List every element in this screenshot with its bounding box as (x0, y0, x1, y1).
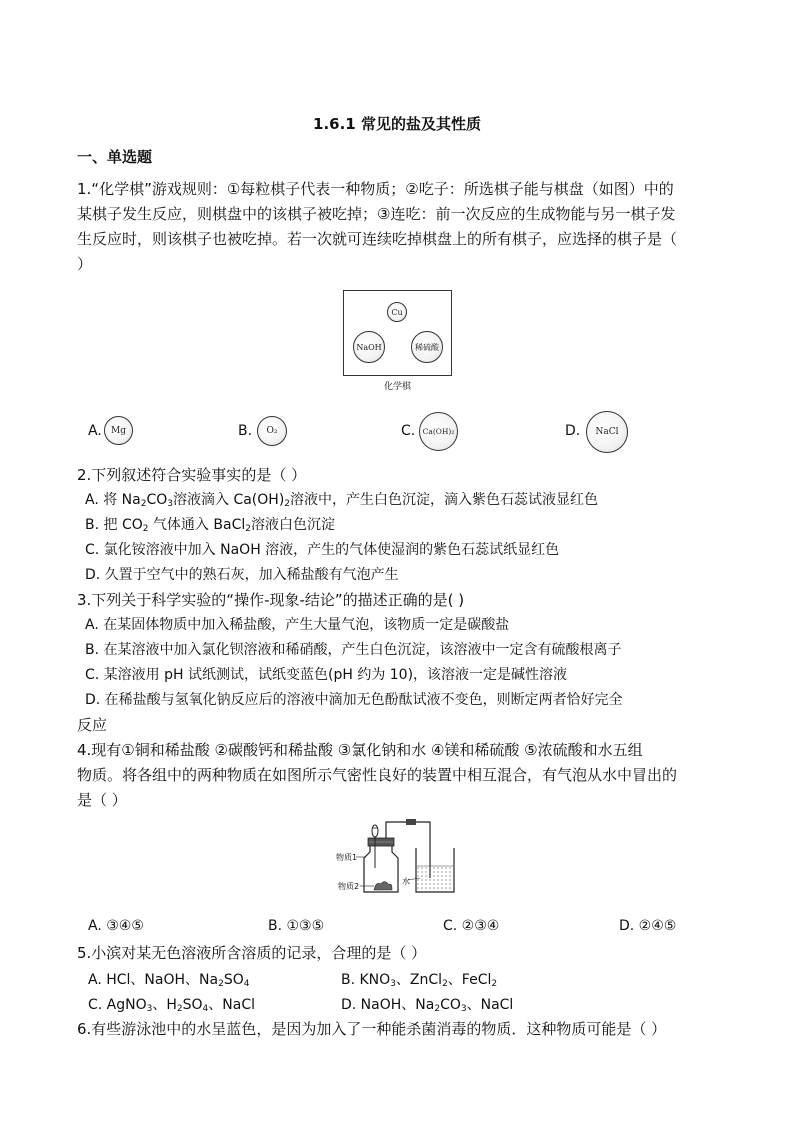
board-caption: 化学棋 (383, 382, 411, 392)
q1-option-d-piece: NaCl (586, 411, 628, 453)
q2-option-d: D. 久置于空气中的熟石灰，加入稀盐酸有气泡产生 (85, 567, 399, 583)
q1-option-a-piece: Mg (104, 416, 133, 445)
label-water: 水 (402, 877, 410, 886)
q1-line-4: ） (77, 255, 93, 273)
q4-line-3: 是（ ） (77, 791, 127, 809)
piece-dilute-sulfuric-acid: 稀硫酸 (411, 331, 443, 363)
q3-option-a: A. 在某固体物质中加入稀盐酸，产生大量气泡，该物质一定是碳酸盐 (85, 617, 510, 633)
q3-option-c: C. 某溶液用 pH 试纸测试，试纸变蓝色(pH 约为 10)，该溶液一定是碱性溶液 (85, 667, 568, 683)
q1-option-b-label: B. (238, 423, 253, 439)
q5-option-b: B. $KNO_3$、ZnCl$_2$、FeCl$_2$ (341, 972, 498, 989)
q5-stem: 5.小滨对某无色溶液所含溶质的记录，合理的是（ ） (77, 944, 427, 962)
q5-option-d: D. NaOH、$Na_2CO_3$、NaCl (341, 997, 514, 1014)
q3-option-b: B. 在某溶液中加入氯化钡溶液和稀硝酸，产生白色沉淀，该溶液中一定含有硫酸根离子 (85, 642, 622, 658)
q1-line-1: 1.“化学棋”游戏规则：①每粒棋子代表一种物质；②吃子：所选棋子能与棋盘（如图）中的 (77, 180, 674, 198)
label-substance-2: 物质2 (338, 882, 360, 891)
q1-option-c-label: C. (401, 423, 416, 439)
piece-naoh: NaOH (353, 331, 385, 363)
q2-stem: 2.下列叙述符合实验事实的是（ ） (77, 466, 307, 484)
q4-option-c: C. ②③④ (443, 918, 500, 934)
chess-board (343, 290, 452, 376)
q4-option-a: A. ③④⑤ (88, 918, 144, 934)
q1-line-3: 生反应时，则该棋子也被吃掉。若一次就可连续吃掉棋盘上的所有棋子，应选择的棋子是（ (77, 230, 678, 248)
q5-option-c: C. AgNO$_3$、$H_2SO_4$、NaCl (88, 997, 255, 1014)
q1-option-b-piece: O₂ (257, 416, 287, 446)
q4-line-1: 4.现有①铜和稀盐酸 ②碳酸钙和稀盐酸 ③氯化钠和水 ④镁和稀硫酸 ⑤浓硫酸和水五组 (77, 741, 643, 759)
label-substance-1: 物质1 (336, 853, 358, 862)
q6-stem: 6.有些游泳池中的水呈蓝色，是因为加入了一种能杀菌消毒的物质．这种物质可能是（ ） (77, 1020, 667, 1038)
q1-option-d-label: D. (565, 423, 581, 439)
q1-option-c-piece: Ca(OH)₂ (419, 412, 458, 451)
q3-stem: 3.下列关于科学实验的“操作-现象-结论”的描述正确的是( ) (77, 591, 465, 609)
q4-option-d: D. ②④⑤ (619, 918, 677, 934)
page-title: 1.6.1 常见的盐及其性质 (313, 115, 481, 133)
section-heading: 一、单选题 (77, 148, 153, 166)
q4-option-b: B. ①③⑤ (268, 918, 325, 934)
q2-option-c: C. 氯化铵溶液中加入 NaOH 溶液，产生的气体使湿润的紫色石蕊试纸显红色 (85, 542, 560, 558)
piece-cu: Cu (387, 302, 407, 322)
q2-option-a: A. 将 $Na_2CO_3$溶液滴入 $Ca(OH)_2$溶液中，产生白色沉淀，滴入紫色石蕊试液显红色 (85, 492, 599, 509)
q2-option-b: B. 把 $CO_2$ 气体通入 BaCl$_2$溶液白色沉淀 (85, 517, 335, 534)
apparatus-figure (336, 818, 466, 898)
q3-option-d-cont: 反应 (77, 716, 108, 734)
q1-line-2: 某棋子发生反应，则棋盘中的该棋子被吃掉；③连吃：前一次反应的生成物能与另一棋子发 (77, 205, 676, 223)
q5-option-a: A. HCl、NaOH、$Na_2SO_4$ (88, 972, 250, 989)
q3-option-d: D. 在稀盐酸与氢氧化钠反应后的溶液中滴加无色酚酞试液不变色，则断定两者恰好完全 (85, 692, 623, 708)
q4-line-2: 物质。将各组中的两种物质在如图所示气密性良好的装置中相互混合，有气泡从水中冒出的 (77, 766, 678, 784)
q1-option-a-label: A. (88, 423, 102, 439)
